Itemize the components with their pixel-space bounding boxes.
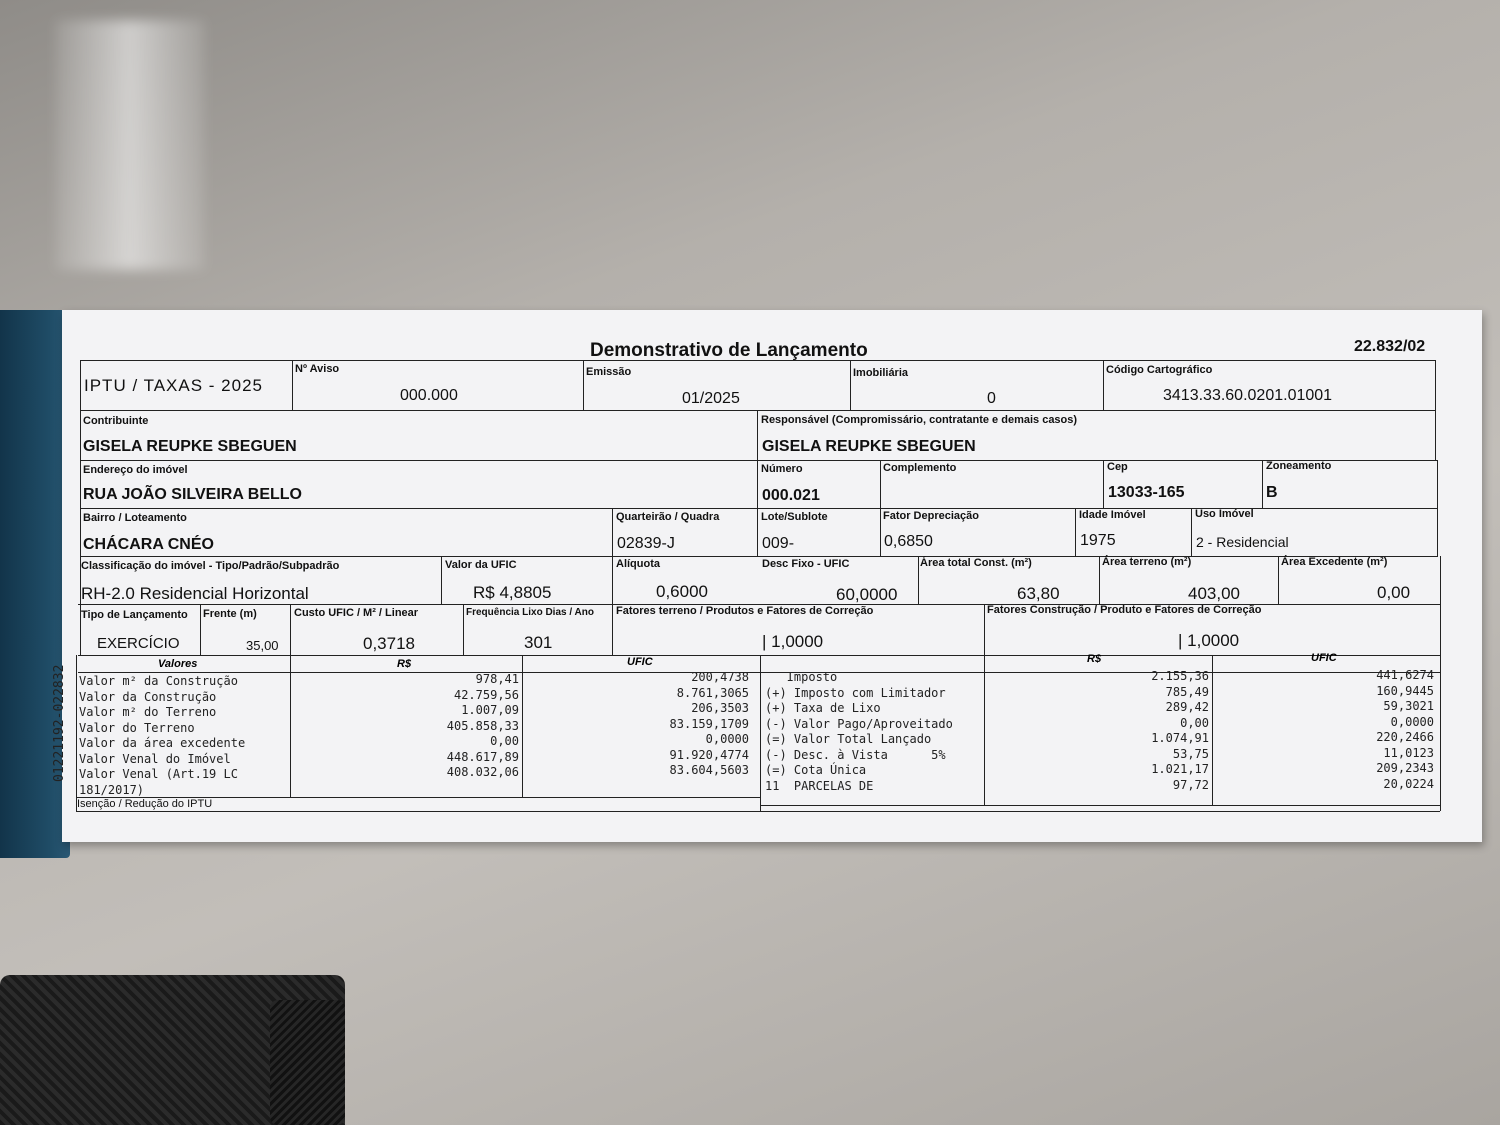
- grid-line: [1191, 508, 1192, 556]
- area-const-label: Área total Const. (m²): [920, 557, 1032, 569]
- document-title: Demonstrativo de Lançamento: [590, 340, 868, 361]
- imobiliaria-value: 0: [987, 390, 996, 407]
- bairro-value: CHÁCARA CNÉO: [83, 536, 214, 553]
- grid-line: [1437, 460, 1438, 556]
- grid-line: [80, 556, 1438, 557]
- aviso-label: Nº Aviso: [295, 363, 340, 375]
- valores-ufic-cell: 8.761,3065: [676, 685, 749, 700]
- idade-label: Idade Imóvel: [1079, 509, 1146, 521]
- imobiliaria-label: Imobiliária: [853, 367, 909, 379]
- document-code: 22.832/02: [1354, 338, 1426, 355]
- valores-rs-cell: 978,41: [475, 672, 519, 686]
- idade-value: 1975: [1080, 532, 1116, 549]
- lixo-value: 301: [524, 633, 553, 652]
- fat-terreno-value: | 1,0000: [762, 632, 824, 651]
- cep-value: 13033-165: [1108, 484, 1185, 501]
- valores-row-label: Valor do Terreno: [79, 720, 195, 735]
- imposto-rs-cell: 289,42: [1165, 700, 1209, 714]
- numero-label: Número: [761, 463, 803, 475]
- serial-number: 01221192-022832: [52, 664, 67, 782]
- grid-line: [522, 655, 523, 797]
- imposto-rs-cell: 1.074,91: [1151, 731, 1209, 745]
- valores-row-label: Valor da Construção: [79, 689, 217, 704]
- tax-type: IPTU / TAXAS - 2025: [84, 376, 263, 395]
- valores-rs-cell: 1.007,09: [461, 703, 519, 717]
- emissao-label: Emissão: [586, 366, 632, 378]
- ufic-value: R$ 4,8805: [473, 583, 552, 602]
- classificacao-value: RH-2.0 Residencial Horizontal: [81, 584, 309, 603]
- grid-line: [290, 604, 291, 797]
- grid-line: [292, 360, 293, 410]
- valores-rs-cell: 405.858,33: [446, 718, 519, 733]
- contribuinte-label: Contribuinte: [83, 415, 149, 427]
- imposto-rs-cell: 0,00: [1180, 715, 1209, 730]
- valores-ufic-cell: 91.920,4774: [669, 747, 749, 762]
- grid-line: [441, 556, 442, 604]
- imposto-ufic-cell: 220,2466: [1376, 730, 1434, 744]
- imposto-rs-cell: 785,49: [1165, 684, 1209, 699]
- grid-line: [76, 655, 77, 811]
- fat-terreno-label: Fatores terreno / Produtos e Fatores de Correção: [616, 605, 874, 617]
- endereco-label: Endereço do imóvel: [83, 464, 188, 476]
- grid-line: [76, 811, 1440, 812]
- valores-ufic-cell: 0,0000: [705, 732, 749, 746]
- grid-line: [850, 360, 851, 410]
- valores-ufic-cell: 83.159,1709: [669, 716, 749, 731]
- cep-label: Cep: [1107, 461, 1128, 473]
- imposto-ufic-cell: 59,3021: [1383, 699, 1434, 713]
- quarteirao-label: Quarteirão / Quadra: [616, 511, 720, 523]
- valores-header: Valores: [158, 658, 198, 670]
- zoneamento-value: B: [1266, 484, 1278, 501]
- imposto-rs-cell: 97,72: [1172, 777, 1209, 792]
- contribuinte-value: GISELA REUPKE SBEGUEN: [83, 438, 297, 455]
- valores-ufic-header: UFIC: [627, 656, 653, 668]
- tipo-value: EXERCÍCIO: [97, 635, 180, 652]
- valores-row-label: 181/2017): [79, 782, 145, 797]
- imposto-ufic-cell: 20,0224: [1383, 776, 1434, 791]
- classificacao-label: Classificação do imóvel - Tipo/Padrão/Subpadrão: [81, 560, 340, 572]
- isencao-label: Isenção / Redução do IPTU: [77, 798, 213, 810]
- imposto-row-label: (+) Imposto com Limitador: [765, 685, 946, 700]
- bairro-label: Bairro / Loteamento: [83, 512, 187, 524]
- valores-row-label: Valor m² do Terreno: [79, 705, 217, 719]
- valores-ufic-cell: 83.604,5603: [669, 763, 749, 777]
- imposto-rs-cell: 2.155,36: [1151, 669, 1209, 683]
- custo-value: 0,3718: [363, 634, 415, 653]
- imposto-ufic-cell: 160,9445: [1376, 683, 1434, 698]
- grid-line: [80, 460, 1437, 461]
- numero-value: 000.021: [762, 487, 820, 504]
- grid-line: [757, 410, 758, 556]
- area-exc-label: Área Excedente (m²): [1281, 556, 1388, 568]
- responsavel-label: Responsável (Compromissário, contratante e demais casos): [761, 414, 1078, 426]
- valores-row-label: Valor da área excedente: [79, 736, 246, 750]
- emissao-value: 01/2025: [682, 390, 740, 407]
- ufic-label: Valor da UFIC: [445, 559, 517, 571]
- grid-line: [918, 556, 919, 604]
- imposto-rs-header: R$: [1087, 653, 1102, 665]
- complemento-label: Complemento: [883, 462, 957, 474]
- grid-line: [78, 655, 1440, 656]
- grid-line: [583, 360, 584, 410]
- valores-rs-header: R$: [397, 658, 412, 670]
- cartografico-label: Código Cartográfico: [1106, 364, 1213, 376]
- imposto-ufic-cell: 11,0123: [1383, 745, 1434, 760]
- area-exc-value: 0,00: [1377, 583, 1411, 602]
- valores-rs-cell: 408.032,06: [446, 765, 519, 779]
- quarteirao-value: 02839-J: [617, 535, 675, 552]
- imposto-row-label: (=) Valor Total Lançado: [765, 732, 932, 746]
- grid-line: [1440, 556, 1441, 811]
- frente-label: Frente (m): [203, 608, 257, 620]
- light-glare: [55, 20, 205, 270]
- uso-label: Uso Imóvel: [1195, 508, 1254, 520]
- valores-row-label: Valor Venal (Art.19 LC: [79, 767, 238, 781]
- grid-line: [1278, 556, 1279, 604]
- imposto-row-label: 11 PARCELAS DE: [765, 778, 874, 793]
- valores-ufic-cell: 200,4738: [691, 670, 749, 684]
- grid-line: [984, 604, 985, 805]
- desc-value: 60,0000: [836, 585, 898, 604]
- grid-line: [1262, 460, 1263, 508]
- fat-const-value: | 1,0000: [1178, 631, 1240, 650]
- imposto-row-label: (-) Valor Pago/Aproveitado: [765, 716, 953, 731]
- grid-line: [1103, 360, 1104, 410]
- imposto-rs-cell: 1.021,17: [1151, 762, 1209, 776]
- imposto-row-label: (=) Cota Única: [765, 763, 867, 777]
- imposto-ufic-cell: 209,2343: [1376, 761, 1434, 775]
- fator-label: Fator Depreciação: [883, 510, 979, 522]
- fat-const-label: Fatores Construção / Produto e Fatores de Correção: [987, 604, 1262, 616]
- grid-line: [463, 604, 464, 655]
- aliquota-value: 0,6000: [656, 582, 708, 601]
- imposto-row-label: Imposto: [765, 670, 838, 684]
- fator-value: 0,6850: [884, 533, 933, 550]
- grid-line: [1435, 360, 1436, 460]
- cartografico-value: 3413.33.60.0201.01001: [1163, 387, 1333, 404]
- imposto-row-label: (+) Taxa de Lixo: [765, 701, 881, 715]
- valores-rs-cell: 0,00: [490, 734, 519, 748]
- valores-row-label: Valor Venal do Imóvel: [79, 751, 231, 766]
- grid-line: [200, 604, 201, 655]
- custo-label: Custo UFIC / M² / Linear: [294, 607, 419, 619]
- tipo-label: Tipo de Lançamento: [81, 609, 188, 621]
- area-terreno-label: Área terreno (m²): [1102, 556, 1192, 568]
- aliquota-label: Alíquota: [616, 558, 660, 570]
- valores-ufic-cell: 206,3503: [691, 701, 749, 715]
- zoneamento-label: Zoneamento: [1266, 460, 1332, 472]
- valores-row-label: Valor m² da Construção: [79, 674, 238, 688]
- lixo-label: Frequência Lixo Dias / Ano: [466, 607, 594, 618]
- grid-line: [1212, 655, 1213, 805]
- desc-label: Desc Fixo - UFIC: [762, 558, 850, 570]
- grid-line: [760, 805, 1440, 806]
- imposto-ufic-cell: 441,6274: [1376, 668, 1434, 682]
- uso-value: 2 - Residencial: [1196, 534, 1289, 550]
- grid-line: [880, 460, 881, 556]
- valores-rs-cell: 448.617,89: [446, 749, 519, 764]
- valores-rs-cell: 42.759,56: [453, 687, 519, 702]
- imposto-ufic-header: UFIC: [1311, 652, 1337, 664]
- imposto-ufic-cell: 0,0000: [1390, 714, 1434, 729]
- grid-line: [80, 360, 1435, 361]
- imposto-row-label: (-) Desc. à Vista 5%: [765, 747, 946, 762]
- grid-line: [612, 508, 613, 655]
- aviso-value: 000.000: [400, 387, 458, 404]
- grid-line: [1099, 556, 1100, 604]
- grid-line: [1103, 460, 1104, 508]
- area-const-value: 63,80: [1017, 584, 1060, 603]
- area-terreno-value: 403,00: [1188, 584, 1240, 603]
- grid-line: [760, 655, 761, 811]
- responsavel-value: GISELA REUPKE SBEGUEN: [762, 438, 976, 455]
- frente-value: 35,00: [246, 638, 279, 653]
- fabric-tab: [270, 1000, 345, 1125]
- lote-label: Lote/Sublote: [761, 511, 828, 523]
- imposto-rs-cell: 53,75: [1172, 746, 1209, 761]
- grid-line: [1075, 508, 1076, 556]
- endereco-value: RUA JOÃO SILVEIRA BELLO: [83, 486, 302, 503]
- lote-value: 009-: [762, 535, 795, 552]
